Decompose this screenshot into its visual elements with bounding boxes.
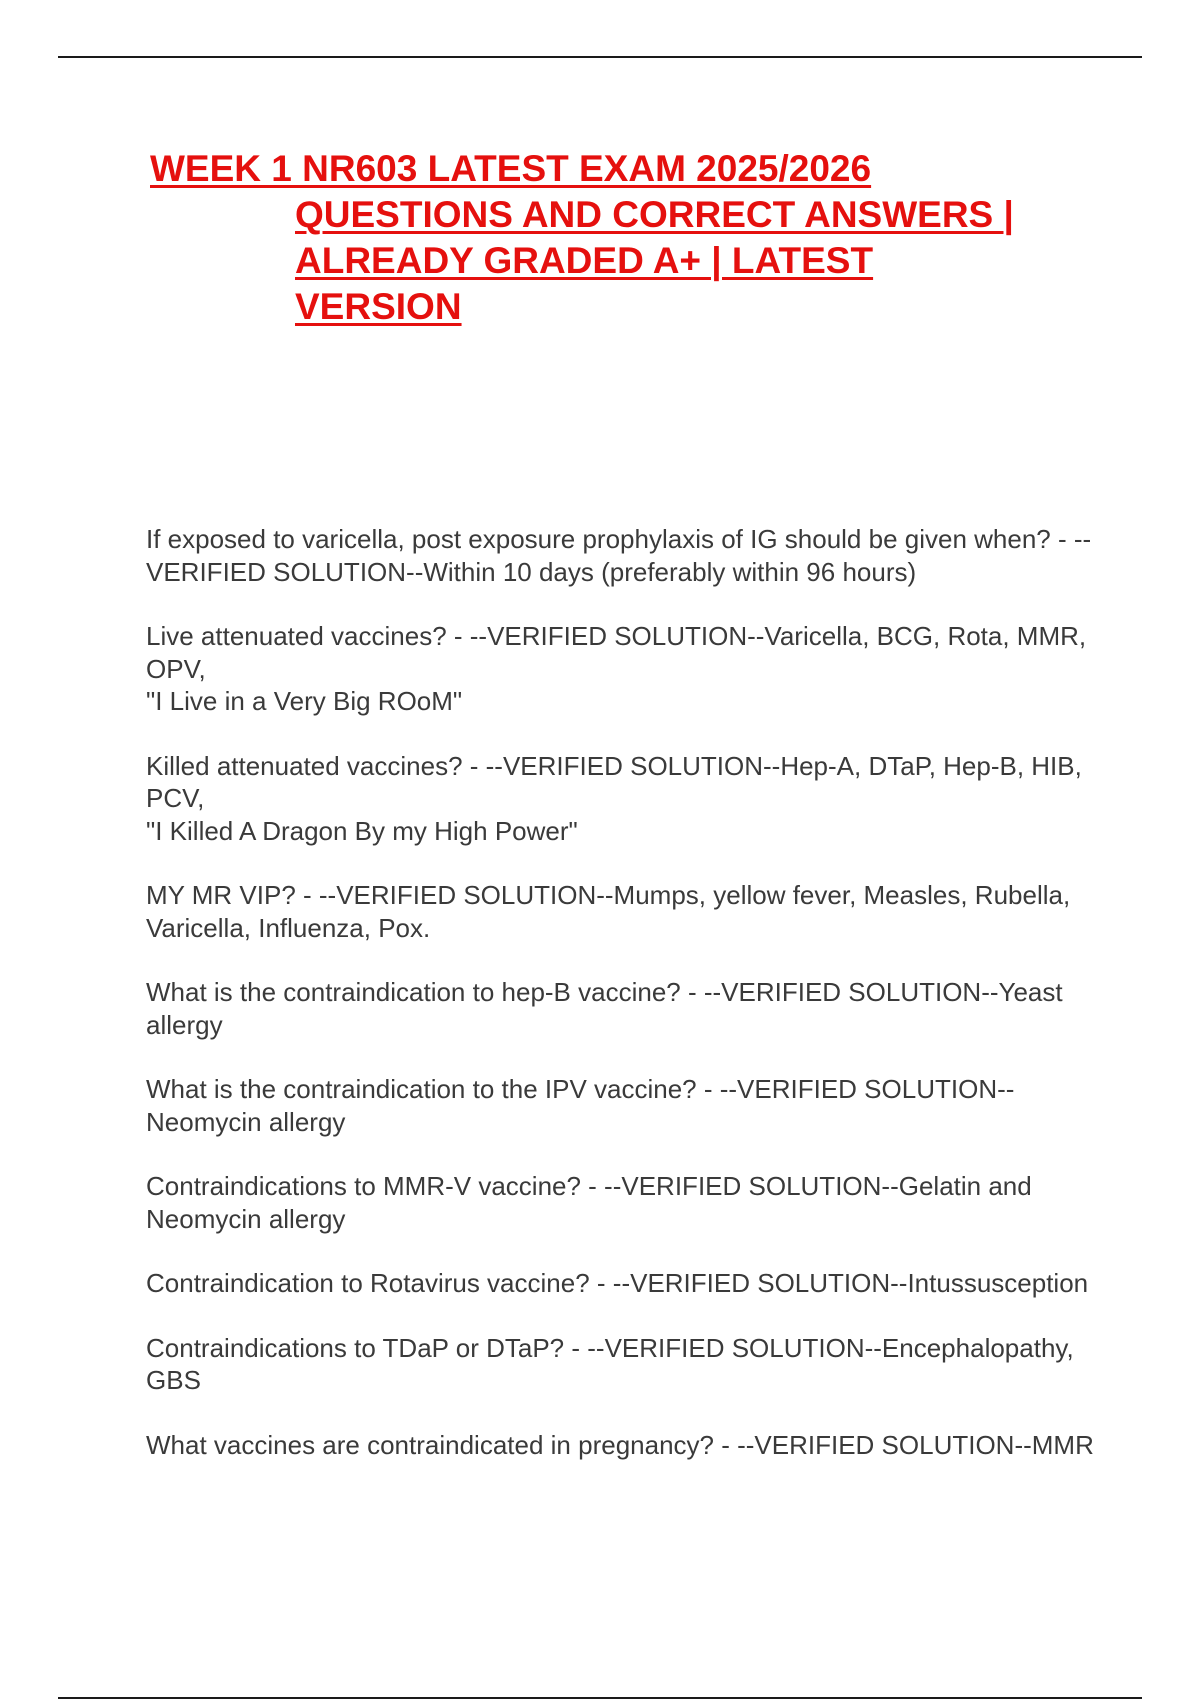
qa-item: What vaccines are contraindicated in pregnancy? - --VERIFIED SOLUTION--MMR (146, 1429, 1094, 1460)
qa-item: Live attenuated vaccines? - --VERIFIED SOLUTION--Varicella, BCG, Rota, MMR, OPV, "I Live in a Very Big ROoM" (146, 621, 1087, 716)
title-line: QUESTIONS AND CORRECT ANSWERS | (295, 194, 1014, 235)
bottom-divider (58, 1697, 1142, 1699)
qa-item: Contraindication to Rotavirus vaccine? - --VERIFIED SOLUTION--Intussusception (146, 1268, 1089, 1298)
question-answer-list (146, 523, 1106, 1493)
title-line: VERSION (295, 286, 462, 327)
qa-item: Contraindications to MMR-V vaccine? - --VERIFIED SOLUTION--Gelatin and Neomycin allergy (146, 1171, 1032, 1234)
document-title (150, 146, 1110, 330)
qa-item: If exposed to varicella, post exposure prophylaxis of IG should be given when? - --VERIFIED SOLUTION--Within 10 days (preferably within 96 hours) (146, 524, 1092, 587)
qa-item: MY MR VIP? - --VERIFIED SOLUTION--Mumps, yellow fever, Measles, Rubella, Varicella, Influenza, Pox. (146, 880, 1071, 943)
qa-item: What is the contraindication to hep-B vaccine? - --VERIFIED SOLUTION--Yeast allergy (146, 977, 1063, 1040)
qa-item: Killed attenuated vaccines? - --VERIFIED SOLUTION--Hep-A, DTaP, Hep-B, HIB, PCV, "I Killed A Dragon By my High Power" (146, 750, 1082, 846)
top-divider (58, 56, 1142, 58)
title-line: ALREADY GRADED A+ | LATEST (295, 240, 874, 281)
qa-item: What is the contraindication to the IPV vaccine? - --VERIFIED SOLUTION--Neomycin allergy (146, 1074, 1015, 1137)
title-line: WEEK 1 NR603 LATEST EXAM 2025/2026 (150, 148, 872, 189)
qa-item: Contraindications to TDaP or DTaP? - --VERIFIED SOLUTION--Encephalopathy, GBS (146, 1332, 1074, 1395)
